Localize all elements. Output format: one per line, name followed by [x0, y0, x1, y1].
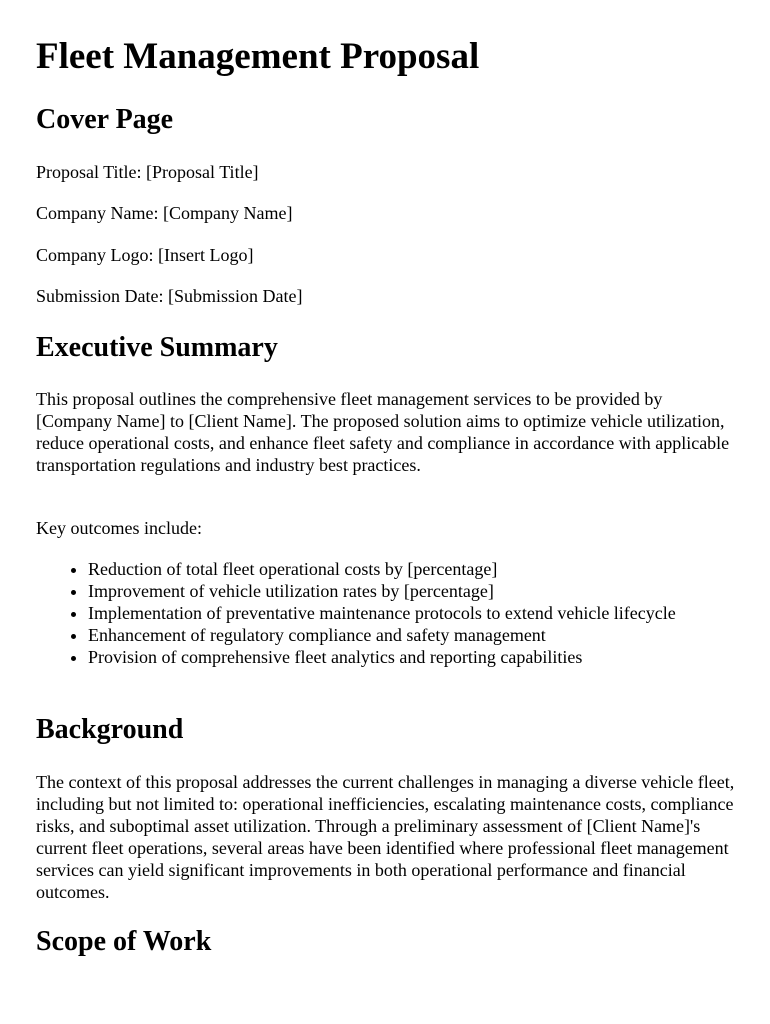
scope-of-work-heading: Scope of Work — [36, 926, 212, 957]
list-item: • Implementation of preventative maintenance protocols to extend vehicle lifecycle — [88, 602, 770, 624]
list-item: • Improvement of vehicle utilization rates by [percentage] — [88, 580, 770, 602]
executive-summary-heading: Executive Summary — [36, 332, 278, 363]
background-paragraph: The context of this proposal addresses the current challenges in managing a diverse vehicle fleet, including but not limited to: operational inefficiencies, escalating maintenance costs, compliance risks, and suboptimal asset utilization. Through a preliminary assessment of [Client Name]'s current fleet operations, several areas have been identified where professional fleet management services can yield significant improvements in both operational performance and financial outcomes. — [36, 772, 735, 902]
executive-summary-paragraph: This proposal outlines the comprehensive fleet management services to be provided by [Company Name] to [Client Name]. The proposed solution aims to optimize vehicle utilization, reduce operational costs, and enhance fleet safety and compliance in accordance with applicable transportation regulations and industry best practices. — [36, 389, 730, 475]
list-item: • Provision of comprehensive fleet analytics and reporting capabilities — [88, 646, 770, 668]
list-item: • Enhancement of regulatory compliance and safety management — [88, 624, 770, 646]
key-outcomes-list — [36, 558, 770, 668]
cover-line-company-logo: Company Logo: [Insert Logo] — [36, 245, 254, 265]
cover-line-submission-date: Submission Date: [Submission Date] — [36, 286, 303, 306]
background-heading: Background — [36, 714, 184, 745]
key-outcomes-intro: Key outcomes include: — [36, 518, 202, 538]
cover-page-heading: Cover Page — [36, 104, 174, 135]
document-title: Fleet Management Proposal — [36, 36, 480, 77]
cover-line-proposal-title: Proposal Title: [Proposal Title] — [36, 162, 259, 182]
list-item: • Reduction of total fleet operational costs by [percentage] — [88, 558, 770, 580]
cover-line-company-name: Company Name: [Company Name] — [36, 203, 293, 223]
